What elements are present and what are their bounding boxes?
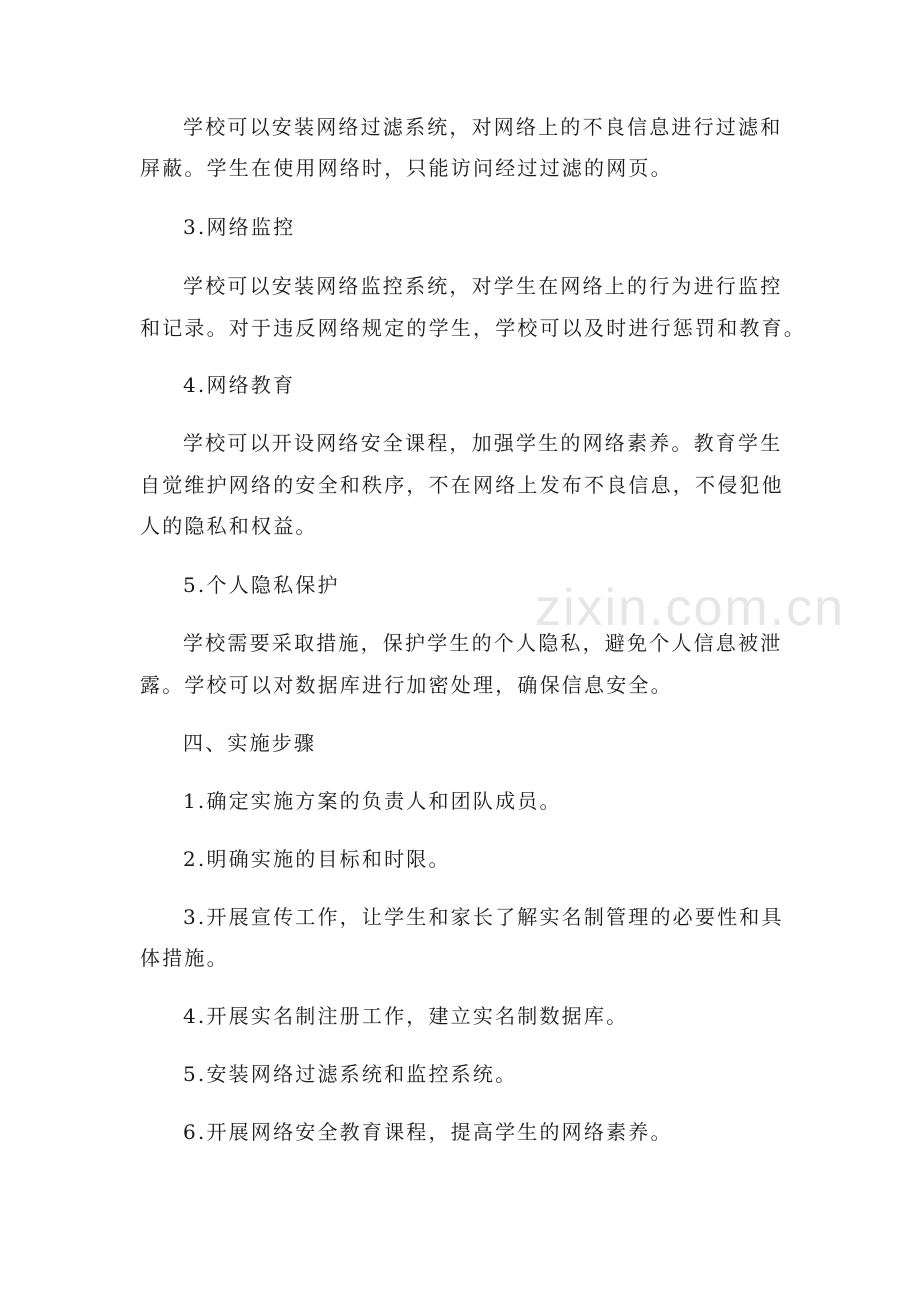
paragraph-privacy-line-1: 学校需要采取措施，保护学生的个人隐私，避免个人信息被泄 — [183, 631, 783, 655]
heading-privacy-protection: 5.个人隐私保护 — [183, 573, 340, 597]
paragraph-privacy-line-2: 露。学校可以对数据库进行加密处理，确保信息安全。 — [140, 673, 673, 697]
step-6: 6.开展网络安全教育课程，提高学生的网络素养。 — [183, 1120, 673, 1144]
paragraph-filter-line-2: 屏蔽。学生在使用网络时，只能访问经过过滤的网页。 — [140, 156, 673, 180]
paragraph-education-line-2: 自觉维护网络的安全和秩序，不在网络上发布不良信息，不侵犯他 — [140, 473, 784, 497]
paragraph-monitoring-line-2: 和记录。对于违反网络规定的学生，学校可以及时进行惩罚和教育。 — [140, 316, 806, 340]
paragraph-monitoring-line-1: 学校可以安装网络监控系统，对学生在网络上的行为进行监控 — [183, 274, 783, 298]
paragraph-filter-line-1: 学校可以安装网络过滤系统，对网络上的不良信息进行过滤和 — [183, 115, 783, 139]
paragraph-education-line-1: 学校可以开设网络安全课程，加强学生的网络素养。教育学生 — [183, 431, 783, 455]
step-1: 1.确定实施方案的负责人和团队成员。 — [183, 789, 562, 813]
step-5: 5.安装网络过滤系统和监控系统。 — [183, 1062, 518, 1086]
paragraph-education-line-3: 人的隐私和权益。 — [140, 514, 318, 538]
watermark: zixin.com.cn — [535, 579, 846, 637]
step-4: 4.开展实名制注册工作，建立实名制数据库。 — [183, 1004, 629, 1028]
step-3-line-2: 体措施。 — [140, 946, 229, 970]
step-3-line-1: 3.开展宣传工作，让学生和家长了解实名制管理的必要性和具 — [183, 905, 784, 929]
heading-network-education: 4.网络教育 — [183, 373, 296, 397]
step-2: 2.明确实施的目标和时限。 — [183, 847, 451, 871]
heading-network-monitoring: 3.网络监控 — [183, 215, 296, 239]
section-heading-implementation-steps: 四、实施步骤 — [183, 731, 317, 755]
